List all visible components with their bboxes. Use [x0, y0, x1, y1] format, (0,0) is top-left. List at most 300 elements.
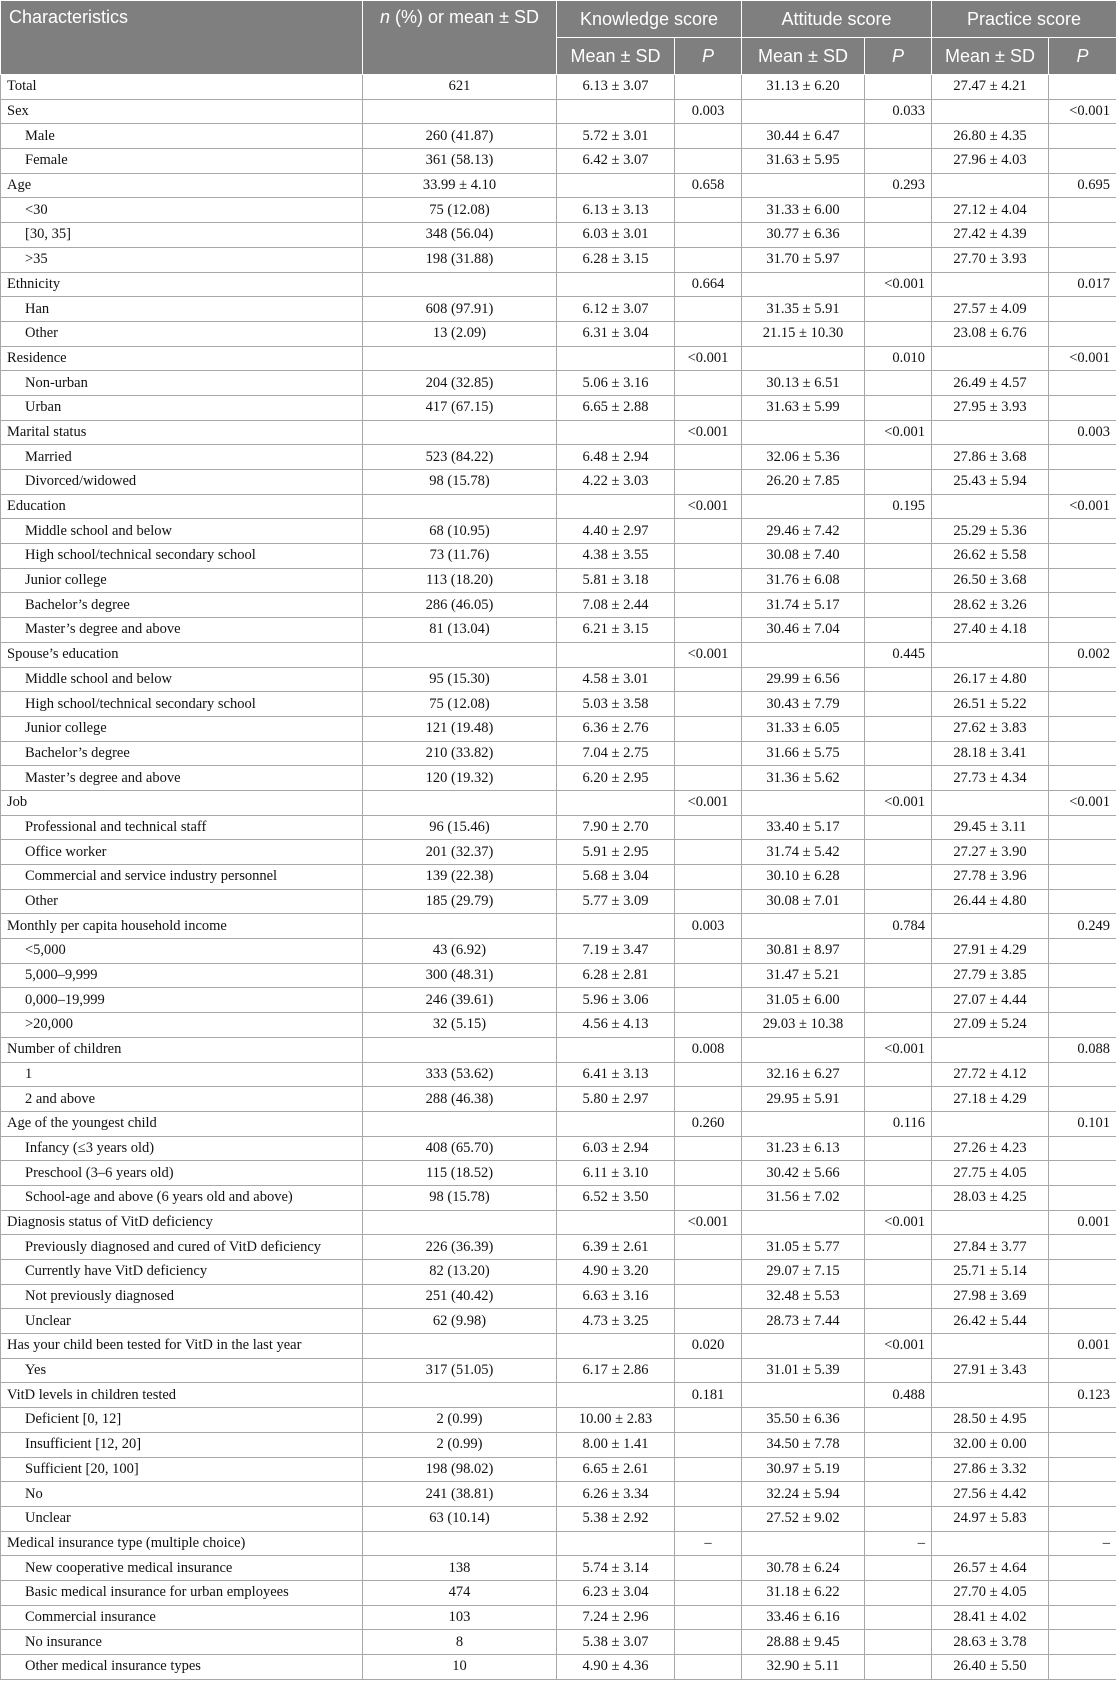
practice-p — [1049, 1432, 1116, 1457]
table-row — [1, 593, 1116, 618]
header-attitude-p: P — [865, 38, 932, 75]
knowledge-mean: 6.48 ± 2.94 — [557, 445, 675, 470]
practice-mean: 25.71 ± 5.14 — [932, 1260, 1049, 1285]
row-label: Middle school and below — [1, 667, 363, 692]
practice-mean: 27.57 ± 4.09 — [932, 297, 1049, 322]
table-row — [1, 1185, 1116, 1210]
practice-mean: 26.57 ± 4.64 — [932, 1556, 1049, 1581]
table-row — [1, 618, 1116, 643]
attitude-mean: 33.40 ± 5.17 — [742, 815, 865, 840]
table-row — [1, 963, 1116, 988]
practice-p — [1049, 1087, 1116, 1112]
table-row — [1, 1210, 1116, 1235]
knowledge-mean: 6.26 ± 3.34 — [557, 1482, 675, 1507]
practice-mean: 26.80 ± 4.35 — [932, 124, 1049, 149]
knowledge-p — [675, 1630, 742, 1655]
table-row — [1, 642, 1116, 667]
attitude-p — [865, 840, 932, 865]
attitude-mean — [742, 1531, 865, 1556]
practice-mean: 27.86 ± 3.32 — [932, 1457, 1049, 1482]
attitude-mean: 32.48 ± 5.53 — [742, 1284, 865, 1309]
attitude-mean: 31.23 ± 6.13 — [742, 1136, 865, 1161]
attitude-p — [865, 1580, 932, 1605]
table-row — [1, 1284, 1116, 1309]
knowledge-p — [675, 1655, 742, 1680]
attitude-p — [865, 1482, 932, 1507]
knowledge-p — [675, 1309, 742, 1334]
attitude-p: <0.001 — [865, 420, 932, 445]
attitude-p — [865, 470, 932, 495]
knowledge-mean: 6.03 ± 3.01 — [557, 223, 675, 248]
row-label: Non-urban — [1, 371, 363, 396]
n-value: 120 (19.32) — [363, 766, 557, 791]
attitude-mean — [742, 272, 865, 297]
practice-mean: 28.41 ± 4.02 — [932, 1605, 1049, 1630]
practice-p — [1049, 766, 1116, 791]
knowledge-mean — [557, 1334, 675, 1359]
practice-mean: 26.50 ± 3.68 — [932, 568, 1049, 593]
practice-p — [1049, 395, 1116, 420]
attitude-p — [865, 1605, 932, 1630]
n-value — [363, 790, 557, 815]
row-label: Infancy (≤3 years old) — [1, 1136, 363, 1161]
n-value — [363, 99, 557, 124]
attitude-p: 0.010 — [865, 346, 932, 371]
n-value: 32 (5.15) — [363, 1013, 557, 1038]
row-label: Monthly per capita household income — [1, 914, 363, 939]
table-row — [1, 568, 1116, 593]
attitude-mean — [742, 1111, 865, 1136]
knowledge-p — [675, 618, 742, 643]
practice-p — [1049, 1457, 1116, 1482]
knowledge-mean: 6.12 ± 3.07 — [557, 297, 675, 322]
table-row — [1, 519, 1116, 544]
knowledge-mean — [557, 1531, 675, 1556]
practice-mean — [932, 1383, 1049, 1408]
practice-p — [1049, 815, 1116, 840]
table-row — [1, 494, 1116, 519]
practice-p: 0.017 — [1049, 272, 1116, 297]
practice-p — [1049, 692, 1116, 717]
table-row — [1, 1358, 1116, 1383]
attitude-p — [865, 889, 932, 914]
knowledge-mean: 6.41 ± 3.13 — [557, 1062, 675, 1087]
attitude-p — [865, 1556, 932, 1581]
practice-p — [1049, 1556, 1116, 1581]
row-label: Master’s degree and above — [1, 618, 363, 643]
knowledge-mean: 6.31 ± 3.04 — [557, 321, 675, 346]
table-row — [1, 815, 1116, 840]
practice-p — [1049, 1580, 1116, 1605]
practice-p — [1049, 247, 1116, 272]
row-label: Commercial and service industry personnel — [1, 865, 363, 890]
n-value: 73 (11.76) — [363, 544, 557, 569]
knowledge-p: 0.003 — [675, 99, 742, 124]
knowledge-p — [675, 865, 742, 890]
row-label: Han — [1, 297, 363, 322]
attitude-mean: 31.74 ± 5.17 — [742, 593, 865, 618]
n-value: 138 — [363, 1556, 557, 1581]
practice-p — [1049, 865, 1116, 890]
knowledge-p — [675, 1062, 742, 1087]
n-value: 210 (33.82) — [363, 741, 557, 766]
row-label: Urban — [1, 395, 363, 420]
table-row — [1, 297, 1116, 322]
attitude-mean: 30.97 ± 5.19 — [742, 1457, 865, 1482]
n-value — [363, 1334, 557, 1359]
attitude-p — [865, 1630, 932, 1655]
attitude-p — [865, 1309, 932, 1334]
attitude-mean: 30.81 ± 8.97 — [742, 939, 865, 964]
attitude-mean: 31.56 ± 7.02 — [742, 1185, 865, 1210]
knowledge-mean — [557, 790, 675, 815]
knowledge-mean: 6.65 ± 2.88 — [557, 395, 675, 420]
practice-mean: 28.50 ± 4.95 — [932, 1408, 1049, 1433]
row-label: Junior college — [1, 568, 363, 593]
practice-mean: 27.96 ± 4.03 — [932, 149, 1049, 174]
knowledge-p — [675, 1235, 742, 1260]
row-label: Number of children — [1, 1037, 363, 1062]
knowledge-mean: 5.74 ± 3.14 — [557, 1556, 675, 1581]
knowledge-mean: 6.39 ± 2.61 — [557, 1235, 675, 1260]
attitude-mean: 31.47 ± 5.21 — [742, 963, 865, 988]
table-row — [1, 247, 1116, 272]
knowledge-mean: 6.03 ± 2.94 — [557, 1136, 675, 1161]
practice-mean: 27.86 ± 3.68 — [932, 445, 1049, 470]
knowledge-p: 0.658 — [675, 173, 742, 198]
table-row — [1, 1457, 1116, 1482]
attitude-mean: 29.95 ± 5.91 — [742, 1087, 865, 1112]
attitude-p — [865, 1013, 932, 1038]
table-row — [1, 198, 1116, 223]
table-row — [1, 1136, 1116, 1161]
attitude-p — [865, 593, 932, 618]
knowledge-mean: 7.19 ± 3.47 — [557, 939, 675, 964]
knowledge-p — [675, 544, 742, 569]
knowledge-mean — [557, 272, 675, 297]
knowledge-p: 0.664 — [675, 272, 742, 297]
knowledge-p — [675, 1506, 742, 1531]
attitude-p — [865, 247, 932, 272]
attitude-p — [865, 321, 932, 346]
knowledge-mean: 6.20 ± 2.95 — [557, 766, 675, 791]
attitude-mean — [742, 346, 865, 371]
practice-p — [1049, 1358, 1116, 1383]
knowledge-mean: 8.00 ± 1.41 — [557, 1432, 675, 1457]
knowledge-mean — [557, 173, 675, 198]
knowledge-p — [675, 1605, 742, 1630]
practice-p — [1049, 963, 1116, 988]
n-value — [363, 1383, 557, 1408]
attitude-mean: 26.20 ± 7.85 — [742, 470, 865, 495]
knowledge-p: 0.003 — [675, 914, 742, 939]
header-n-pct — [363, 1, 557, 75]
row-label: Bachelor’s degree — [1, 741, 363, 766]
attitude-p — [865, 445, 932, 470]
attitude-p: <0.001 — [865, 1334, 932, 1359]
practice-mean — [932, 1210, 1049, 1235]
table-row — [1, 790, 1116, 815]
practice-mean: 27.12 ± 4.04 — [932, 198, 1049, 223]
n-value: 82 (13.20) — [363, 1260, 557, 1285]
row-label: Female — [1, 149, 363, 174]
attitude-p — [865, 1284, 932, 1309]
table-row — [1, 840, 1116, 865]
row-label: High school/technical secondary school — [1, 544, 363, 569]
row-label: Medical insurance type (multiple choice) — [1, 1531, 363, 1556]
knowledge-p — [675, 1358, 742, 1383]
header-n-rest: (%) or mean ± SD — [390, 7, 539, 27]
knowledge-p — [675, 667, 742, 692]
practice-mean: 28.18 ± 3.41 — [932, 741, 1049, 766]
knowledge-p — [675, 988, 742, 1013]
practice-p: 0.003 — [1049, 420, 1116, 445]
row-label: School-age and above (6 years old and above) — [1, 1185, 363, 1210]
attitude-mean — [742, 1210, 865, 1235]
n-value: 286 (46.05) — [363, 593, 557, 618]
table-body — [1, 75, 1116, 1680]
practice-p — [1049, 568, 1116, 593]
n-value: 288 (46.38) — [363, 1087, 557, 1112]
practice-mean: 27.84 ± 3.77 — [932, 1235, 1049, 1260]
knowledge-mean: 5.77 ± 3.09 — [557, 889, 675, 914]
practice-mean: 27.72 ± 4.12 — [932, 1062, 1049, 1087]
knowledge-p — [675, 1432, 742, 1457]
knowledge-mean: 5.06 ± 3.16 — [557, 371, 675, 396]
attitude-p — [865, 716, 932, 741]
practice-p — [1049, 445, 1116, 470]
table-row — [1, 1630, 1116, 1655]
practice-p — [1049, 716, 1116, 741]
attitude-p: – — [865, 1531, 932, 1556]
table-row — [1, 1309, 1116, 1334]
n-value: 103 — [363, 1605, 557, 1630]
row-label: Other — [1, 321, 363, 346]
n-value: 2 (0.99) — [363, 1408, 557, 1433]
n-value: 198 (31.88) — [363, 247, 557, 272]
knowledge-p: <0.001 — [675, 494, 742, 519]
attitude-p — [865, 1655, 932, 1680]
table-row — [1, 99, 1116, 124]
row-label: Previously diagnosed and cured of VitD deficiency — [1, 1235, 363, 1260]
attitude-p — [865, 939, 932, 964]
practice-mean: 27.98 ± 3.69 — [932, 1284, 1049, 1309]
knowledge-p — [675, 395, 742, 420]
attitude-mean — [742, 494, 865, 519]
knowledge-mean: 5.91 ± 2.95 — [557, 840, 675, 865]
n-value: 417 (67.15) — [363, 395, 557, 420]
knowledge-p: 0.260 — [675, 1111, 742, 1136]
attitude-mean: 31.63 ± 5.99 — [742, 395, 865, 420]
knowledge-p — [675, 445, 742, 470]
knowledge-mean: 6.17 ± 2.86 — [557, 1358, 675, 1383]
practice-p — [1049, 1506, 1116, 1531]
attitude-p — [865, 815, 932, 840]
practice-p: <0.001 — [1049, 494, 1116, 519]
practice-p — [1049, 544, 1116, 569]
knowledge-mean: 6.13 ± 3.07 — [557, 75, 675, 100]
row-label: Currently have VitD deficiency — [1, 1260, 363, 1285]
knowledge-mean: 6.23 ± 3.04 — [557, 1580, 675, 1605]
n-value: 113 (18.20) — [363, 568, 557, 593]
practice-mean — [932, 494, 1049, 519]
attitude-mean: 21.15 ± 10.30 — [742, 321, 865, 346]
knowledge-mean: 4.22 ± 3.03 — [557, 470, 675, 495]
practice-p — [1049, 1013, 1116, 1038]
n-value — [363, 914, 557, 939]
knowledge-p — [675, 1284, 742, 1309]
n-value: 8 — [363, 1630, 557, 1655]
knowledge-mean — [557, 346, 675, 371]
table-row — [1, 445, 1116, 470]
row-label: No — [1, 1482, 363, 1507]
n-value: 474 — [363, 1580, 557, 1605]
table-row — [1, 766, 1116, 791]
n-value: 361 (58.13) — [363, 149, 557, 174]
row-label: Education — [1, 494, 363, 519]
knowledge-p: <0.001 — [675, 420, 742, 445]
practice-p: 0.123 — [1049, 1383, 1116, 1408]
n-value: 317 (51.05) — [363, 1358, 557, 1383]
n-value: 13 (2.09) — [363, 321, 557, 346]
knowledge-p — [675, 1408, 742, 1433]
practice-mean: 27.26 ± 4.23 — [932, 1136, 1049, 1161]
row-label: Age — [1, 173, 363, 198]
knowledge-mean: 6.11 ± 3.10 — [557, 1161, 675, 1186]
table-row — [1, 889, 1116, 914]
row-label: Office worker — [1, 840, 363, 865]
knowledge-mean — [557, 1111, 675, 1136]
attitude-p: 0.116 — [865, 1111, 932, 1136]
knowledge-p — [675, 766, 742, 791]
practice-p — [1049, 593, 1116, 618]
header-row-top — [1, 1, 1116, 38]
table-row — [1, 667, 1116, 692]
n-value: 241 (38.81) — [363, 1482, 557, 1507]
practice-mean — [932, 99, 1049, 124]
practice-mean: 26.40 ± 5.50 — [932, 1655, 1049, 1680]
practice-p: <0.001 — [1049, 346, 1116, 371]
n-value: 98 (15.78) — [363, 470, 557, 495]
n-value: 98 (15.78) — [363, 1185, 557, 1210]
table-row — [1, 1260, 1116, 1285]
knowledge-p — [675, 1457, 742, 1482]
knowledge-mean: 7.08 ± 2.44 — [557, 593, 675, 618]
n-value — [363, 1210, 557, 1235]
n-value: 96 (15.46) — [363, 815, 557, 840]
attitude-mean — [742, 1383, 865, 1408]
attitude-p — [865, 766, 932, 791]
table-row — [1, 1531, 1116, 1556]
knowledge-mean: 4.90 ± 3.20 — [557, 1260, 675, 1285]
table-row — [1, 371, 1116, 396]
attitude-mean: 30.78 ± 6.24 — [742, 1556, 865, 1581]
row-label: Unclear — [1, 1309, 363, 1334]
knowledge-mean: 10.00 ± 2.83 — [557, 1408, 675, 1433]
attitude-p — [865, 1358, 932, 1383]
table-row — [1, 865, 1116, 890]
attitude-mean: 31.63 ± 5.95 — [742, 149, 865, 174]
practice-mean: 27.07 ± 4.44 — [932, 988, 1049, 1013]
knowledge-p: <0.001 — [675, 346, 742, 371]
row-label: Age of the youngest child — [1, 1111, 363, 1136]
practice-mean — [932, 914, 1049, 939]
practice-p — [1049, 1136, 1116, 1161]
row-label: Bachelor’s degree — [1, 593, 363, 618]
table-row — [1, 321, 1116, 346]
practice-p: 0.695 — [1049, 173, 1116, 198]
practice-p — [1049, 988, 1116, 1013]
attitude-mean: 31.18 ± 6.22 — [742, 1580, 865, 1605]
attitude-mean: 35.50 ± 6.36 — [742, 1408, 865, 1433]
knowledge-mean: 5.72 ± 3.01 — [557, 124, 675, 149]
attitude-mean: 31.76 ± 6.08 — [742, 568, 865, 593]
practice-p — [1049, 149, 1116, 174]
n-value — [363, 1037, 557, 1062]
practice-p: 0.088 — [1049, 1037, 1116, 1062]
attitude-mean: 30.44 ± 6.47 — [742, 124, 865, 149]
row-label: Has your child been tested for VitD in the last year — [1, 1334, 363, 1359]
knowledge-p — [675, 1087, 742, 1112]
practice-p: 0.002 — [1049, 642, 1116, 667]
row-label: Sufficient [20, 100] — [1, 1457, 363, 1482]
attitude-p: <0.001 — [865, 1210, 932, 1235]
attitude-p — [865, 395, 932, 420]
knowledge-p — [675, 321, 742, 346]
attitude-mean: 31.70 ± 5.97 — [742, 247, 865, 272]
knowledge-p — [675, 297, 742, 322]
knowledge-p: <0.001 — [675, 1210, 742, 1235]
practice-mean — [932, 346, 1049, 371]
practice-p — [1049, 1260, 1116, 1285]
knowledge-mean — [557, 914, 675, 939]
practice-mean: 27.56 ± 4.42 — [932, 1482, 1049, 1507]
knowledge-p — [675, 741, 742, 766]
attitude-p: <0.001 — [865, 1037, 932, 1062]
knowledge-p — [675, 149, 742, 174]
practice-mean: 27.78 ± 3.96 — [932, 865, 1049, 890]
attitude-p — [865, 568, 932, 593]
practice-p — [1049, 1630, 1116, 1655]
row-label: 5,000–9,999 — [1, 963, 363, 988]
attitude-mean: 31.13 ± 6.20 — [742, 75, 865, 100]
knowledge-mean: 4.58 ± 3.01 — [557, 667, 675, 692]
row-label: Insufficient [12, 20] — [1, 1432, 363, 1457]
attitude-mean: 31.05 ± 5.77 — [742, 1235, 865, 1260]
knowledge-mean: 7.04 ± 2.75 — [557, 741, 675, 766]
practice-p: 0.001 — [1049, 1334, 1116, 1359]
table-row — [1, 544, 1116, 569]
practice-mean: 27.47 ± 4.21 — [932, 75, 1049, 100]
attitude-p: <0.001 — [865, 790, 932, 815]
attitude-mean: 34.50 ± 7.78 — [742, 1432, 865, 1457]
row-label: Basic medical insurance for urban employees — [1, 1580, 363, 1605]
row-label: Commercial insurance — [1, 1605, 363, 1630]
practice-mean: 27.70 ± 3.93 — [932, 247, 1049, 272]
attitude-mean: 31.05 ± 6.00 — [742, 988, 865, 1013]
attitude-p — [865, 1235, 932, 1260]
attitude-p — [865, 667, 932, 692]
knowledge-mean: 4.73 ± 3.25 — [557, 1309, 675, 1334]
practice-mean: 26.51 ± 5.22 — [932, 692, 1049, 717]
knowledge-p — [675, 1185, 742, 1210]
knowledge-p: 0.020 — [675, 1334, 742, 1359]
row-label: Spouse’s education — [1, 642, 363, 667]
attitude-mean: 32.16 ± 6.27 — [742, 1062, 865, 1087]
attitude-mean: 32.90 ± 5.11 — [742, 1655, 865, 1680]
knowledge-p — [675, 470, 742, 495]
table-row — [1, 1605, 1116, 1630]
